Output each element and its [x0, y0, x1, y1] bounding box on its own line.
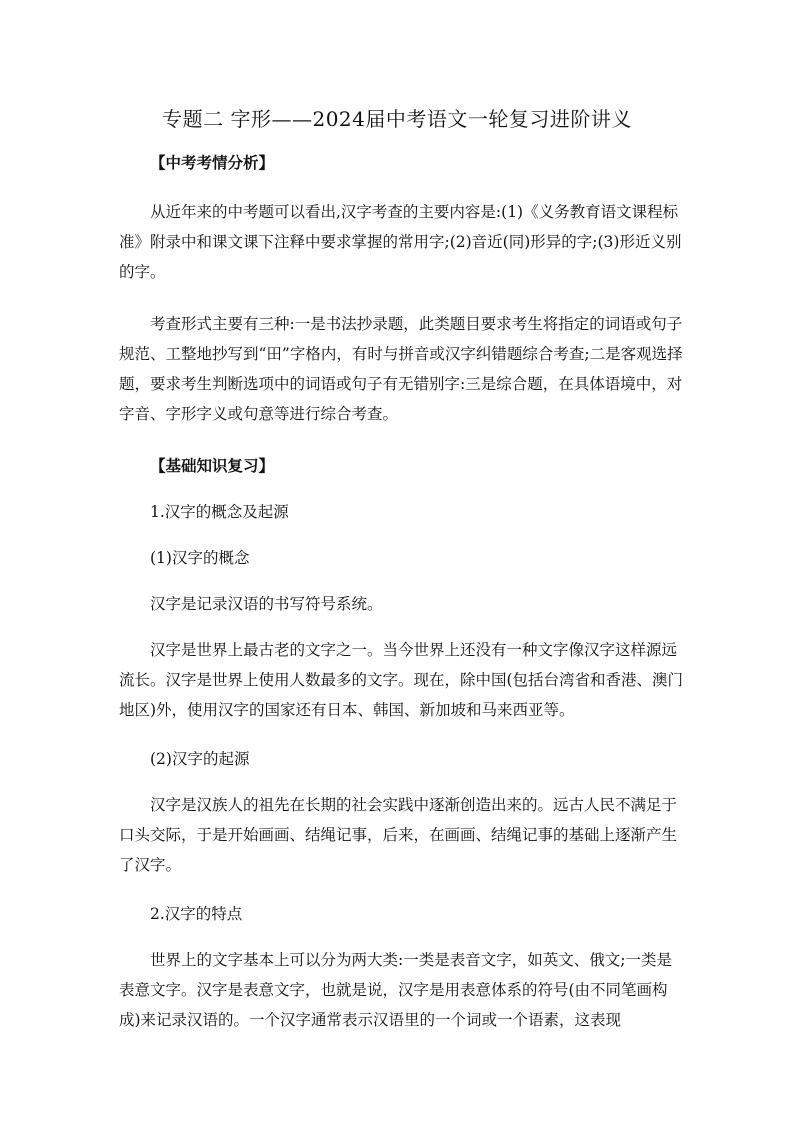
section-1-1-heading: (1)汉字的概念	[150, 549, 250, 567]
section-1-2-heading: (2)汉字的起源	[150, 750, 250, 768]
review-heading: 【基础知识复习】	[150, 456, 275, 475]
section-1-2-paragraph-1: 汉字是汉族人的祖先在长期的社会实践中逐渐创造出来的。远古人民不满足于口头交际，于是开始画画、结绳记事，后来，在画画、结绳记事的基础上逐渐产生了汉字。	[119, 796, 678, 874]
analysis-paragraph-2: 考查形式主要有三种:一是书法抄录题，此类题目要求考生将指定的词语或句子规范、工整地抄写到“田”字格内，有时与拼音或汉字纠错题综合考查;二是客观选择题，要求考生判断选项中的词语或句子有无错别字:三是综合题，在具体语境中，对字音、字形字义或句意等进行综合考查。	[119, 315, 683, 423]
section-1-1-paragraph-2: 汉字是世界上最古老的文字之一。当今世界上还没有一种文字像汉字这样源远流长。汉字是世界上使用人数最多的文字。现在，除中国(包括台湾省和香港、澳门地区)外，使用汉字的国家还有日本、韩国、新加坡和马来西亚等。	[119, 641, 684, 719]
section-2-paragraph-1: 世界上的文字基本上可以分为两大类:一类是表音文字，如英文、俄文;一类是表意文字。汉字是表意文字，也就是说，汉字是用表意体系的符号(由不同笔画构成)来记录汉语的。一个汉字通常表示汉语里的一个词或一个语素，这表现	[119, 951, 672, 1029]
section-2-heading: 2.汉字的特点	[150, 905, 243, 923]
section-1-heading: 1.汉字的概念及起源	[150, 503, 289, 521]
document-title: 专题二 字形——2024届中考语文一轮复习进阶讲义	[162, 107, 632, 131]
analysis-heading: 【中考考情分析】	[150, 153, 275, 172]
analysis-paragraph-1: 从近年来的中考题可以看出,汉字考查的主要内容是:(1)《义务教育语文课程标准》附录中和课文课下注释中要求掌握的常用字;(2)音近(同)形异的字;(3)形近义别的字。	[119, 203, 682, 281]
document-body	[119, 148, 685, 1035]
section-1-1-paragraph-1: 汉字是记录汉语的书写符号系统。	[150, 595, 383, 613]
